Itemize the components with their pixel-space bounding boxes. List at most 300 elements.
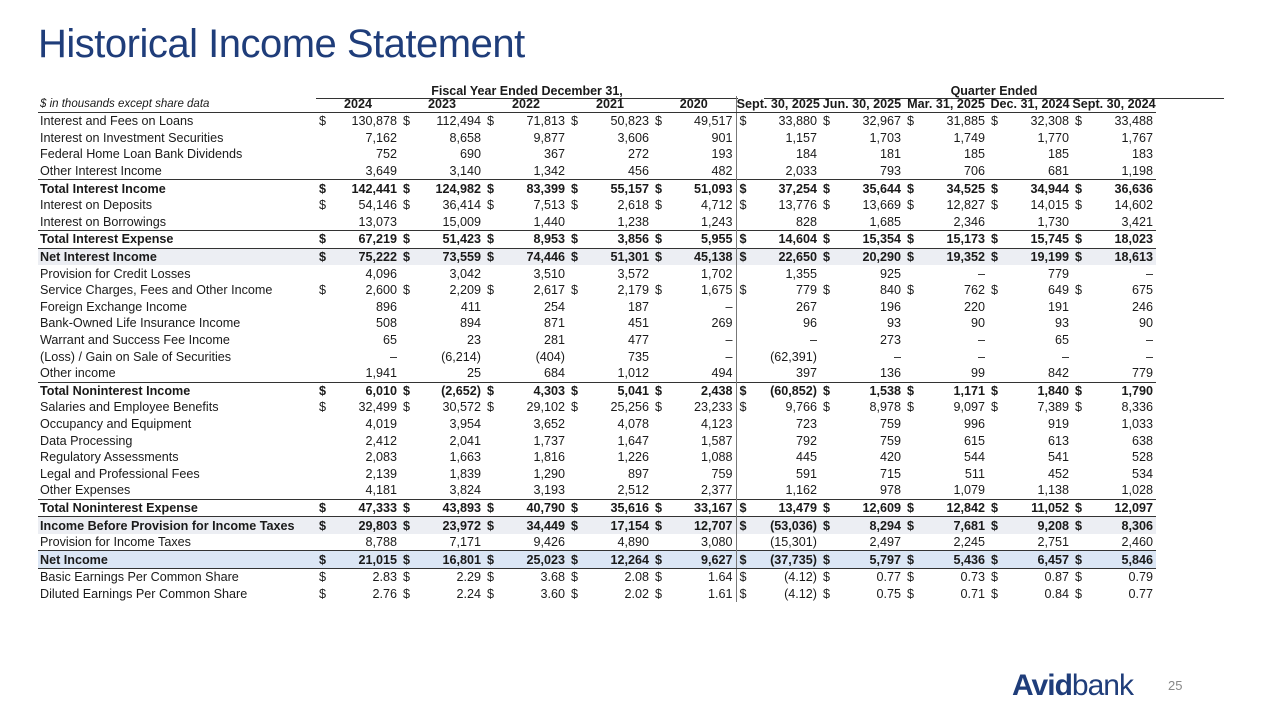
currency-symbol: $ bbox=[736, 586, 760, 603]
table-row bbox=[38, 382, 1156, 399]
table-row bbox=[38, 163, 1156, 180]
row-label: Regulatory Assessments bbox=[40, 450, 179, 465]
table-row bbox=[38, 586, 1156, 603]
cell-value: 482 bbox=[711, 164, 733, 179]
cell-value: 1,138 bbox=[1037, 483, 1069, 498]
cell-value: 36,414 bbox=[442, 198, 481, 213]
cell-value: 74,446 bbox=[506, 248, 568, 265]
cell-value: 1,342 bbox=[533, 164, 565, 179]
cell-value: 54,146 bbox=[358, 198, 397, 213]
row-label: Interest and Fees on Loans bbox=[40, 114, 194, 129]
cell-value: 65 bbox=[382, 333, 397, 348]
currency-symbol bbox=[820, 416, 844, 433]
cell-value: 3,606 bbox=[617, 130, 649, 145]
cell-value: 1,538 bbox=[844, 382, 904, 399]
currency-symbol: $ bbox=[571, 114, 579, 129]
table-row bbox=[38, 315, 1156, 332]
currency-symbol bbox=[652, 265, 674, 282]
cell-value: 793 bbox=[879, 164, 901, 179]
cell-value: 1,440 bbox=[533, 214, 565, 229]
currency-symbol bbox=[988, 348, 1012, 365]
cell-value: 45,138 bbox=[674, 248, 736, 265]
cell-value: 4,712 bbox=[700, 198, 733, 213]
cell-value: 185 bbox=[1047, 147, 1069, 162]
table-row bbox=[38, 482, 1156, 499]
currency-symbol bbox=[484, 214, 506, 231]
cell-value: 4,019 bbox=[365, 416, 397, 431]
currency-symbol: $ bbox=[1075, 283, 1083, 298]
cell-value: 32,499 bbox=[358, 400, 397, 415]
currency-symbol: $ bbox=[991, 570, 999, 585]
currency-symbol: $ bbox=[736, 282, 760, 299]
cell-value: 792 bbox=[795, 433, 817, 448]
currency-symbol: $ bbox=[652, 499, 674, 517]
cell-value: 34,449 bbox=[506, 517, 568, 534]
currency-symbol: $ bbox=[991, 283, 999, 298]
currency-symbol bbox=[904, 299, 928, 316]
currency-symbol bbox=[1072, 432, 1096, 449]
currency-symbol bbox=[652, 299, 674, 316]
currency-symbol bbox=[484, 534, 506, 551]
cell-value: 267 bbox=[795, 299, 817, 314]
cell-value: 17,154 bbox=[590, 517, 652, 534]
currency-symbol bbox=[988, 365, 1012, 382]
cell-value: 25,256 bbox=[610, 400, 649, 415]
cell-value: 9,097 bbox=[953, 400, 985, 415]
currency-symbol bbox=[484, 146, 506, 163]
cell-value: 978 bbox=[879, 483, 901, 498]
quarter-group-header: Quarter Ended bbox=[764, 84, 1224, 99]
currency-symbol: $ bbox=[652, 551, 674, 569]
cell-value: 7,513 bbox=[533, 198, 565, 213]
currency-symbol: $ bbox=[316, 248, 338, 265]
currency-symbol bbox=[568, 482, 590, 499]
table-row bbox=[38, 399, 1156, 416]
fiscal-year-group-header: Fiscal Year Ended December 31, bbox=[316, 84, 738, 99]
cell-value: 5,846 bbox=[1096, 551, 1156, 569]
cell-value: 759 bbox=[879, 433, 901, 448]
currency-symbol bbox=[484, 315, 506, 332]
currency-symbol bbox=[820, 482, 844, 499]
cell-value: 1,243 bbox=[700, 214, 733, 229]
row-label: Bank-Owned Life Insurance Income bbox=[40, 316, 241, 331]
cell-value: 67,219 bbox=[338, 231, 400, 249]
cell-value: 8,306 bbox=[1096, 517, 1156, 534]
column-header: 2021 bbox=[568, 96, 652, 113]
currency-symbol bbox=[736, 534, 760, 551]
cell-value: 7,389 bbox=[1037, 400, 1069, 415]
table-row bbox=[38, 517, 1156, 534]
currency-symbol: $ bbox=[319, 586, 327, 601]
currency-symbol bbox=[400, 432, 422, 449]
cell-value: 925 bbox=[879, 266, 901, 281]
row-label: Other Expenses bbox=[40, 483, 131, 498]
currency-symbol bbox=[904, 332, 928, 349]
cell-value: 12,609 bbox=[844, 499, 904, 517]
currency-symbol: $ bbox=[400, 180, 422, 197]
cell-value: 3,042 bbox=[449, 266, 481, 281]
currency-symbol bbox=[484, 465, 506, 482]
currency-symbol bbox=[820, 365, 844, 382]
currency-symbol: $ bbox=[568, 382, 590, 399]
currency-symbol: $ bbox=[1075, 198, 1083, 213]
currency-symbol: $ bbox=[568, 248, 590, 265]
cell-value: 14,604 bbox=[760, 231, 820, 249]
currency-symbol bbox=[400, 449, 422, 466]
currency-symbol bbox=[1072, 214, 1096, 231]
currency-symbol bbox=[1072, 465, 1096, 482]
cell-value: 37,254 bbox=[760, 180, 820, 197]
currency-symbol: $ bbox=[736, 399, 760, 416]
currency-symbol bbox=[652, 449, 674, 466]
row-label: Provision for Credit Losses bbox=[40, 266, 191, 281]
cell-value: 90 bbox=[1138, 316, 1153, 331]
table-row bbox=[38, 197, 1156, 214]
cell-value: 2,377 bbox=[700, 483, 733, 498]
cell-value: 2.83 bbox=[372, 570, 397, 585]
cell-value: 11,052 bbox=[1012, 499, 1072, 517]
currency-symbol bbox=[652, 348, 674, 365]
currency-symbol: $ bbox=[484, 382, 506, 399]
cell-value: 2,460 bbox=[1121, 535, 1153, 550]
cell-value: 33,167 bbox=[674, 499, 736, 517]
currency-symbol bbox=[484, 265, 506, 282]
cell-value: 2,245 bbox=[953, 535, 985, 550]
currency-symbol bbox=[820, 449, 844, 466]
currency-symbol bbox=[736, 315, 760, 332]
currency-symbol bbox=[652, 465, 674, 482]
currency-symbol bbox=[400, 299, 422, 316]
cell-value: 8,953 bbox=[506, 231, 568, 249]
cell-value: 2,512 bbox=[617, 483, 649, 498]
currency-symbol: $ bbox=[1075, 586, 1083, 601]
currency-symbol bbox=[316, 146, 338, 163]
cell-value: (15,301) bbox=[770, 535, 817, 550]
cell-value: 1,088 bbox=[700, 450, 733, 465]
page-title: Historical Income Statement bbox=[38, 22, 525, 66]
cell-value: 21,015 bbox=[338, 551, 400, 569]
cell-value: 40,790 bbox=[506, 499, 568, 517]
currency-symbol: $ bbox=[484, 517, 506, 534]
cell-value: 2.24 bbox=[456, 586, 481, 601]
currency-symbol bbox=[484, 348, 506, 365]
cell-value: 2,346 bbox=[953, 214, 985, 229]
cell-value: 534 bbox=[1131, 466, 1153, 481]
currency-symbol bbox=[484, 365, 506, 382]
column-header: Dec. 31, 2024 bbox=[988, 96, 1072, 113]
cell-value: 49,517 bbox=[693, 114, 733, 129]
currency-symbol bbox=[316, 365, 338, 382]
row-label: Other income bbox=[40, 366, 116, 381]
cell-value: 649 bbox=[1047, 283, 1069, 298]
currency-symbol bbox=[988, 265, 1012, 282]
row-label: Salaries and Employee Benefits bbox=[40, 400, 219, 415]
cell-value: 9,426 bbox=[533, 535, 565, 550]
row-label: Total Noninterest Income bbox=[38, 382, 316, 399]
currency-symbol: $ bbox=[568, 517, 590, 534]
currency-symbol: $ bbox=[400, 551, 422, 569]
currency-symbol: $ bbox=[1072, 382, 1096, 399]
cell-value: 8,294 bbox=[844, 517, 904, 534]
cell-value: – bbox=[893, 349, 901, 364]
row-label: Interest on Deposits bbox=[40, 198, 153, 213]
currency-symbol: $ bbox=[907, 283, 915, 298]
cell-value: 65 bbox=[1054, 333, 1069, 348]
currency-symbol: $ bbox=[823, 114, 831, 129]
currency-symbol: $ bbox=[484, 499, 506, 517]
currency-symbol bbox=[316, 332, 338, 349]
currency-symbol bbox=[904, 365, 928, 382]
cell-value: 29,803 bbox=[338, 517, 400, 534]
cell-value: 919 bbox=[1047, 416, 1069, 431]
cell-value: 3.68 bbox=[540, 570, 565, 585]
cell-value: 367 bbox=[543, 147, 565, 162]
currency-symbol: $ bbox=[988, 248, 1012, 265]
currency-symbol: $ bbox=[736, 231, 760, 249]
row-label: Diluted Earnings Per Common Share bbox=[40, 586, 248, 601]
currency-symbol: $ bbox=[487, 570, 495, 585]
cell-value: 13,776 bbox=[778, 198, 817, 213]
row-label: Net Interest Income bbox=[38, 248, 316, 265]
cell-value: 112,494 bbox=[436, 114, 481, 129]
cell-value: 615 bbox=[963, 433, 985, 448]
cell-value: 15,173 bbox=[928, 231, 988, 249]
currency-symbol: $ bbox=[319, 570, 327, 585]
table-row bbox=[38, 465, 1156, 482]
currency-symbol: $ bbox=[403, 586, 411, 601]
currency-symbol: $ bbox=[736, 499, 760, 517]
currency-symbol: $ bbox=[820, 551, 844, 569]
cell-value: 871 bbox=[543, 316, 565, 331]
column-header: 2024 bbox=[316, 96, 400, 113]
currency-symbol bbox=[820, 146, 844, 163]
table-row bbox=[38, 113, 1156, 130]
table-row bbox=[38, 499, 1156, 517]
cell-value: 2,497 bbox=[869, 535, 901, 550]
cell-value: 1,647 bbox=[617, 433, 649, 448]
currency-symbol bbox=[904, 465, 928, 482]
cell-value: 18,023 bbox=[1096, 231, 1156, 249]
currency-symbol bbox=[652, 130, 674, 147]
currency-symbol bbox=[736, 214, 760, 231]
cell-value: 193 bbox=[711, 147, 733, 162]
currency-symbol: $ bbox=[1072, 499, 1096, 517]
cell-value: 124,982 bbox=[422, 180, 484, 197]
cell-value: 7,162 bbox=[365, 130, 397, 145]
currency-symbol bbox=[400, 265, 422, 282]
cell-value: 1,675 bbox=[700, 283, 733, 298]
currency-symbol: $ bbox=[403, 114, 411, 129]
cell-value: 508 bbox=[375, 316, 397, 331]
cell-value: 73,559 bbox=[422, 248, 484, 265]
cell-value: 3,824 bbox=[449, 483, 481, 498]
cell-value: 22,650 bbox=[760, 248, 820, 265]
currency-symbol bbox=[988, 416, 1012, 433]
cell-value: 1,171 bbox=[928, 382, 988, 399]
cell-value: – bbox=[977, 349, 985, 364]
cell-value: 3,649 bbox=[365, 164, 397, 179]
cell-value: – bbox=[977, 266, 985, 281]
cell-value: 281 bbox=[543, 333, 565, 348]
row-label: Interest on Borrowings bbox=[40, 214, 166, 229]
currency-symbol: $ bbox=[655, 586, 663, 601]
cell-value: 5,797 bbox=[844, 551, 904, 569]
cell-value: 613 bbox=[1047, 433, 1069, 448]
currency-symbol: $ bbox=[1072, 551, 1096, 569]
cell-value: 12,097 bbox=[1096, 499, 1156, 517]
currency-symbol: $ bbox=[904, 499, 928, 517]
table-row bbox=[38, 416, 1156, 433]
currency-symbol bbox=[988, 534, 1012, 551]
currency-symbol: $ bbox=[316, 382, 338, 399]
currency-symbol bbox=[988, 163, 1012, 180]
page-number: 25 bbox=[1168, 678, 1183, 693]
cell-value: – bbox=[1145, 349, 1153, 364]
cell-value: 706 bbox=[963, 164, 985, 179]
cell-value: 675 bbox=[1131, 283, 1153, 298]
currency-symbol bbox=[400, 163, 422, 180]
currency-symbol: $ bbox=[736, 569, 760, 586]
currency-symbol: $ bbox=[655, 570, 663, 585]
currency-symbol: $ bbox=[487, 283, 495, 298]
cell-value: 20,290 bbox=[844, 248, 904, 265]
cell-value: 996 bbox=[963, 416, 985, 431]
currency-symbol: $ bbox=[487, 198, 495, 213]
currency-symbol: $ bbox=[904, 517, 928, 534]
cell-value: 51,093 bbox=[674, 180, 736, 197]
currency-symbol: $ bbox=[904, 382, 928, 399]
currency-symbol: $ bbox=[823, 586, 831, 601]
cell-value: 8,788 bbox=[365, 535, 397, 550]
cell-value: 6,010 bbox=[338, 382, 400, 399]
currency-symbol bbox=[820, 534, 844, 551]
currency-symbol: $ bbox=[568, 499, 590, 517]
cell-value: 9,627 bbox=[674, 551, 736, 569]
cell-value: 735 bbox=[627, 349, 649, 364]
cell-value: 896 bbox=[375, 299, 397, 314]
currency-symbol bbox=[1072, 482, 1096, 499]
cell-value: 196 bbox=[879, 299, 901, 314]
cell-value: 33,880 bbox=[778, 114, 817, 129]
cell-value: 3,954 bbox=[449, 416, 481, 431]
currency-symbol: $ bbox=[820, 180, 844, 197]
currency-symbol: $ bbox=[1075, 114, 1083, 129]
cell-value: 1,790 bbox=[1096, 382, 1156, 399]
cell-value: 411 bbox=[460, 299, 481, 314]
currency-symbol bbox=[568, 265, 590, 282]
currency-symbol: $ bbox=[820, 231, 844, 249]
cell-value: 15,009 bbox=[442, 214, 481, 229]
currency-symbol: $ bbox=[652, 382, 674, 399]
cell-value: 762 bbox=[963, 283, 985, 298]
cell-value: 32,308 bbox=[1030, 114, 1069, 129]
cell-value: 0.77 bbox=[1128, 586, 1153, 601]
units-subtitle: $ in thousands except share data bbox=[38, 96, 316, 113]
logo-text-avid: Avid bbox=[1012, 669, 1072, 702]
currency-symbol: $ bbox=[823, 570, 831, 585]
currency-symbol: $ bbox=[316, 517, 338, 534]
cell-value: 2,083 bbox=[365, 450, 397, 465]
cell-value: 511 bbox=[964, 466, 985, 481]
currency-symbol: $ bbox=[988, 551, 1012, 569]
currency-symbol: $ bbox=[991, 586, 999, 601]
cell-value: 7,171 bbox=[449, 535, 481, 550]
cell-value: 684 bbox=[543, 366, 565, 381]
currency-symbol: $ bbox=[400, 248, 422, 265]
currency-symbol: $ bbox=[988, 382, 1012, 399]
cell-value: 6,457 bbox=[1012, 551, 1072, 569]
currency-symbol bbox=[652, 482, 674, 499]
cell-value: 23 bbox=[466, 333, 481, 348]
cell-value: 0.87 bbox=[1044, 570, 1069, 585]
cell-value: 9,766 bbox=[785, 400, 817, 415]
currency-symbol bbox=[652, 315, 674, 332]
currency-symbol bbox=[400, 482, 422, 499]
currency-symbol bbox=[820, 163, 844, 180]
currency-symbol bbox=[652, 332, 674, 349]
currency-symbol: $ bbox=[484, 231, 506, 249]
cell-value: 0.79 bbox=[1128, 570, 1153, 585]
currency-symbol: $ bbox=[652, 231, 674, 249]
cell-value: 2,209 bbox=[449, 283, 481, 298]
cell-value: 1.64 bbox=[707, 570, 733, 585]
cell-value: 90 bbox=[970, 316, 985, 331]
cell-value: 2,179 bbox=[617, 283, 649, 298]
currency-symbol: $ bbox=[571, 586, 579, 601]
currency-symbol: $ bbox=[1075, 400, 1083, 415]
currency-symbol bbox=[400, 416, 422, 433]
currency-symbol bbox=[568, 332, 590, 349]
currency-symbol bbox=[904, 534, 928, 551]
row-label: Total Noninterest Expense bbox=[38, 499, 316, 517]
cell-value: – bbox=[977, 333, 985, 348]
cell-value: 4,303 bbox=[506, 382, 568, 399]
currency-symbol bbox=[904, 416, 928, 433]
cell-value: 12,842 bbox=[928, 499, 988, 517]
cell-value: 2,139 bbox=[365, 466, 397, 481]
cell-value: 25 bbox=[466, 366, 481, 381]
cell-value: 3,193 bbox=[533, 483, 565, 498]
currency-symbol bbox=[820, 465, 844, 482]
currency-symbol bbox=[988, 315, 1012, 332]
cell-value: 2,617 bbox=[533, 283, 565, 298]
currency-symbol bbox=[568, 365, 590, 382]
cell-value: 1,767 bbox=[1121, 130, 1153, 145]
currency-symbol bbox=[1072, 265, 1096, 282]
cell-value: 23,233 bbox=[693, 400, 733, 415]
table-row bbox=[38, 569, 1156, 586]
cell-value: 34,944 bbox=[1012, 180, 1072, 197]
currency-symbol: $ bbox=[403, 283, 411, 298]
currency-symbol: $ bbox=[823, 198, 831, 213]
cell-value: 759 bbox=[711, 466, 733, 481]
row-label: Federal Home Loan Bank Dividends bbox=[40, 147, 243, 162]
currency-symbol bbox=[568, 163, 590, 180]
cell-value: – bbox=[809, 333, 817, 348]
cell-value: 75,222 bbox=[338, 248, 400, 265]
cell-value: 19,352 bbox=[928, 248, 988, 265]
cell-value: 13,073 bbox=[358, 214, 397, 229]
currency-symbol bbox=[316, 449, 338, 466]
cell-value: 759 bbox=[879, 416, 901, 431]
cell-value: 456 bbox=[627, 164, 649, 179]
cell-value: 25,023 bbox=[506, 551, 568, 569]
table-row bbox=[38, 299, 1156, 316]
cell-value: 3,572 bbox=[617, 266, 649, 281]
cell-value: 8,658 bbox=[449, 130, 481, 145]
currency-symbol bbox=[484, 449, 506, 466]
cell-value: 12,827 bbox=[946, 198, 985, 213]
